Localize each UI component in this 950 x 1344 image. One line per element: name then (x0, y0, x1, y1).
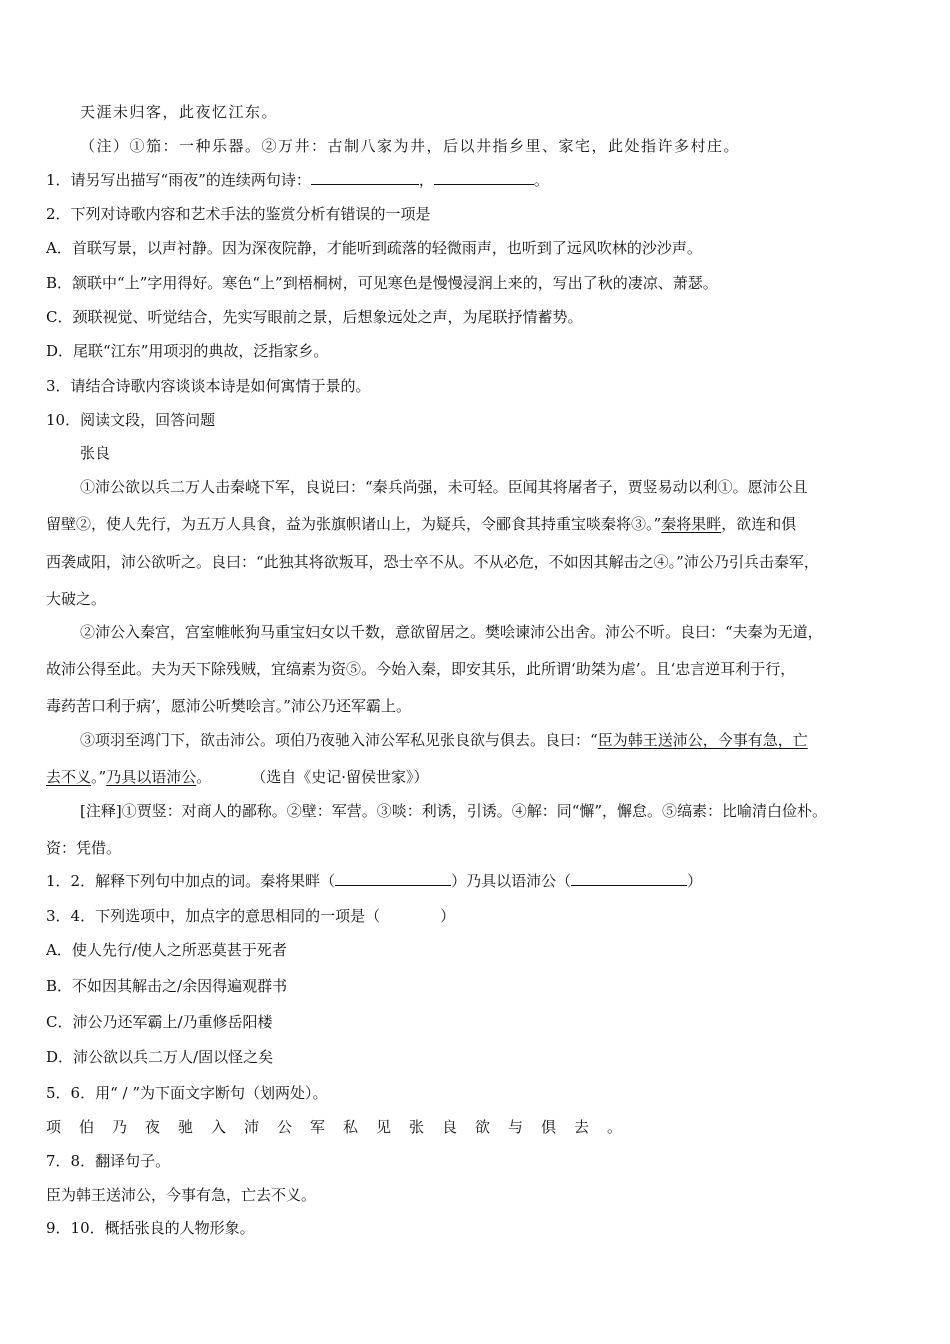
annotations-line1: [注释]①贾竖：对商人的鄙称。②壁：军营。③啖：利诱，引诱。④解：同“懈”，懈怠。⑤缟素：比喻清白俭朴。 (80, 802, 828, 820)
poem-last-line: 天涯未归客，此夜忆江东。 (80, 103, 279, 121)
answer-blank[interactable] (335, 871, 451, 886)
underlined-phrase: 秦将果畔 (661, 515, 722, 533)
para2-line1: ②沛公入秦宫，宫室帷帐狗马重宝妇女以千数，意欲留居之。樊哙谏沛公出舍。沛公不听。良曰：“夫秦为无道， (80, 623, 823, 641)
q34-option-a: A．使人先行/使人之所恶莫甚于死者 (46, 941, 287, 959)
para2-line3: 毒药苦口利于病’，愿沛公听樊哙言。”沛公乃还军霸上。 (46, 697, 411, 715)
para1-line2: 留壁②，使人先行，为五万人具食，益为张旗帜诸山上，为疑兵，令郦食其持重宝啖秦将③。”秦将果畔，欲连和俱 (46, 515, 797, 533)
option-a: A．首联写景，以声衬静。因为深夜院静，才能听到疏落的轻微雨声，也听到了远风吹林的沙沙声。 (46, 239, 702, 257)
answer-blank[interactable] (434, 170, 534, 185)
question-3: 3．请结合诗歌内容谈谈本诗是如何寓情于景的。 (46, 377, 371, 395)
para3-line1: ③项羽至鸿门下，欲击沛公。项伯乃夜驰入沛公军私见张良欲与俱去。良曰：“臣为韩王送沛公，今事有急，亡 (80, 731, 808, 749)
question-5-6: 5．6．用“ / ”为下面文字断句（划两处）。 (46, 1084, 328, 1102)
question-7-8: 7．8．翻译句子。 (46, 1152, 171, 1170)
passage-title: 张良 (80, 444, 111, 462)
option-c: C．颈联视觉、听觉结合，先实写眼前之景，后想象远处之声，为尾联抒情蓄势。 (46, 308, 583, 326)
answer-blank[interactable] (311, 170, 419, 185)
para1-line4: 大破之。 (46, 590, 107, 608)
annotations-line2: 资：凭借。 (46, 839, 122, 857)
para2-line2: 故沛公得至此。夫为天下除残贼，宜缟素为资⑤。今始入秦，即安其乐，此所谓‘助桀为虐’。且‘忠言逆耳利于行， (46, 660, 796, 678)
question-1-2: 1．2．解释下列句中加点的词。秦将果畔（ ）乃具以语沛公（ ） (46, 872, 703, 890)
question-3-4: 3．4．下列选项中，加点字的意思相同的一项是（ ） (46, 907, 456, 925)
question-10-title: 10．阅读文段，回答问题 (46, 411, 216, 429)
question-2: 2．下列对诗歌内容和艺术手法的鉴赏分析有错误的一项是 (46, 205, 431, 223)
source-citation: （选自《史记·留侯世家》） (251, 768, 429, 786)
option-b: B．颔联中“上”字用得好。寒色“上”到梧桐树，可见寒色是慢慢浸润上来的，写出了秋的凄凉、萧瑟。 (46, 274, 718, 292)
para1-line3: 西袭咸阳，沛公欲听之。良曰：“此独其将欲叛耳，恐士卒不从。不从必危，不如因其解击之④。”沛公乃引兵击秦军， (46, 553, 819, 571)
q34-option-b: B．不如因其解击之/余因得遍观群书 (46, 977, 288, 995)
question-9-10: 9．10．概括张良的人物形象。 (46, 1219, 255, 1237)
question-1: 1．请另写出描写“雨夜”的连续两句诗： ， 。 (46, 171, 549, 189)
translation-text: 臣为韩王送沛公，今事有急，亡去不义。 (46, 1186, 317, 1204)
option-d: D．尾联“江东”用项羽的典故，泛指家乡。 (46, 342, 329, 360)
para3-line2: 去不义。”乃具以语沛公。 （选自《史记·留侯世家》） (46, 768, 429, 786)
para1-line1: ①沛公欲以兵二万人击秦峣下军，良说曰：“秦兵尚强，未可轻。臣闻其将屠者子，贾竖易动以利①。愿沛公且 (80, 478, 808, 496)
underlined-sentence: 臣为韩王送沛公，今事有急，亡 (597, 731, 808, 749)
poem-note: （注）①笳：一种乐器。②万井：古制八家为井，后以井指乡里、家宅，此处指许多村庄。 (80, 137, 741, 155)
underlined-phrase: 乃具以语沛公 (106, 768, 197, 786)
q34-option-d: D．沛公欲以兵二万人/固以怪之矣 (46, 1048, 274, 1066)
answer-blank[interactable] (571, 871, 687, 886)
q34-option-c: C．沛公乃还军霸上/乃重修岳阳楼 (46, 1013, 273, 1031)
punctuation-text: 项伯乃夜驰入沛公军私见张良欲与俱去。 (46, 1118, 641, 1136)
